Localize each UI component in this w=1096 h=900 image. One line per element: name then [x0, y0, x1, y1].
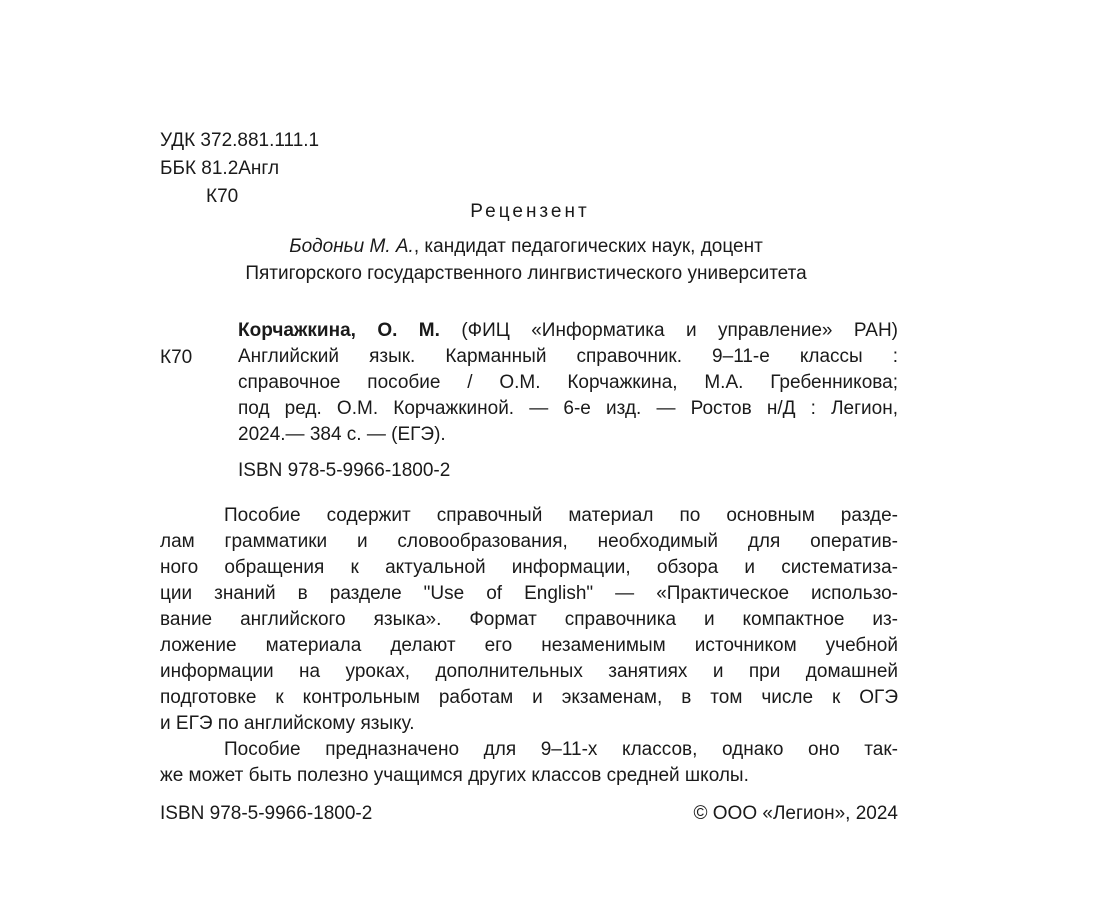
annotation-line: ложение материала делают его незаменимым источником учебной [160, 635, 898, 656]
reviewer-heading: Рецензент [470, 201, 590, 222]
udk-code: УДК 372.881.111.1 [160, 130, 320, 151]
reviewer-organization: Пятигорского государственного лингвистического университета [245, 263, 807, 284]
cip-line: 2024.— 384 с. — (ЕГЭ). [238, 424, 446, 445]
cip-isbn: ISBN 978-5-9966-1800-2 [238, 460, 451, 481]
cip-line: Английский язык. Карманный справочник. 9–11-е классы : [238, 346, 898, 367]
annotation-line: ного обращения к актуальной информации, обзора и систематиза- [160, 557, 898, 578]
reviewer-name: Бодоньи М. А. [289, 236, 414, 257]
annotation-line: лам грамматики и словообразования, необходимый для оператив- [160, 531, 898, 552]
cip-line: справочное пособие / О.М. Корчажкина, М.А. Гребенникова; [238, 372, 898, 393]
annotation [160, 503, 898, 789]
annotation-line: Пособие предназначено для 9–11-х классов, однако оно так- [224, 739, 898, 760]
cip-affiliation: (ФИЦ «Информатика и управление» РАН) [439, 320, 898, 341]
annotation-line: ции знаний в разделе "Use of English" — «Практическое использо- [160, 583, 898, 604]
annotation-line: Пособие содержит справочный материал по основным разде- [224, 505, 898, 526]
annotation-line: подготовке к контрольным работам и экзаменам, в том числе к ОГЭ [160, 687, 898, 708]
annotation-line: информации на уроках, дополнительных занятиях и при домашней [160, 661, 898, 682]
annotation-line: и ЕГЭ по английскому языку. [160, 713, 415, 734]
cip-line: под ред. О.М. Корчажкиной. — 6-е изд. — Ростов н/Д : Легион, [238, 398, 898, 419]
cip-author: Корчажкина, О. М. [238, 320, 440, 341]
author-mark: К70 [206, 186, 239, 207]
cip-record [238, 318, 898, 448]
annotation-line: же может быть полезно учащимся других классов средней школы. [160, 765, 749, 786]
footer-isbn: ISBN 978-5-9966-1800-2 [160, 803, 373, 824]
cip-author-mark: К70 [160, 347, 193, 368]
reviewer-position: , кандидат педагогических наук, доцент [413, 236, 763, 257]
reviewer-info [0, 234, 1052, 260]
copyright: © ООО «Легион», 2024 [693, 803, 898, 824]
cip-author-line [238, 318, 898, 344]
bbk-code: ББК 81.2Англ [160, 158, 280, 179]
annotation-line: вание английского языка». Формат справочника и компактное из- [160, 609, 898, 630]
